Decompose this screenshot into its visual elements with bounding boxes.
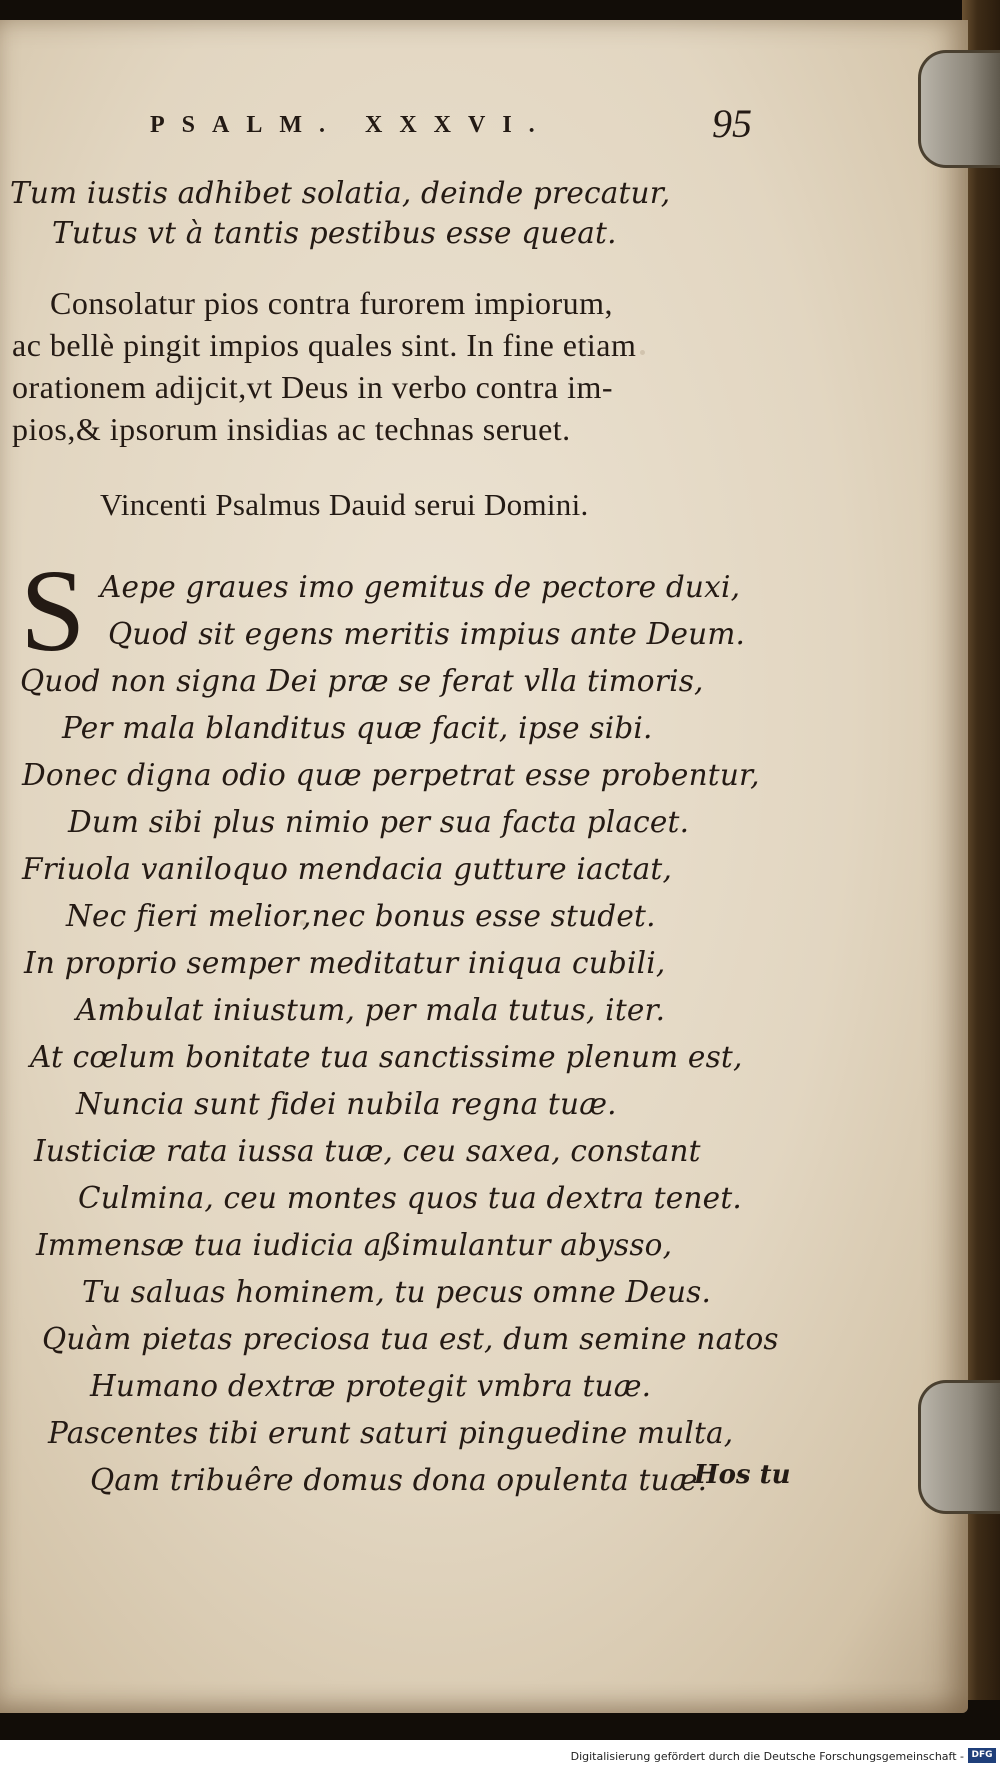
metal-clasp-bottom (918, 1380, 1000, 1514)
digitization-credit: Digitalisierung gefördert durch die Deutsche Forschungsgemeinschaft - (570, 1750, 964, 1763)
page-number: 95 (712, 101, 752, 146)
catchword: Hos tu (694, 1460, 791, 1490)
verse-line: Culmina, ceu montes quos tua dextra tenet. (78, 1181, 742, 1215)
verse-line: Aepe graues imo gemitus de pectore duxi, (100, 570, 741, 604)
verse-line: In proprio semper meditatur iniqua cubili, (24, 946, 666, 980)
verse-line: Per mala blanditus quæ facit, ipse sibi. (62, 711, 653, 745)
verse-line: Ambulat iniustum, per mala tutus, iter. (76, 993, 666, 1027)
verse-line: Immensæ tua iudicia aßimulantur abysso, (36, 1228, 673, 1262)
summary-line: Consolatur pios contra furorem impiorum, (50, 285, 614, 321)
argument-line: Tum iustis adhibet solatia, deinde precatur, (10, 176, 671, 210)
verse-line: Qam tribuêre domus dona opulenta tuæ. (90, 1463, 708, 1497)
summary-line: ac bellè pingit impios quales sint. In fine etiam (12, 327, 637, 363)
verse-line: Quod non signa Dei præ se ferat vlla timoris, (20, 664, 704, 698)
verse-line: Tu saluas hominem, tu pecus omne Deus. (82, 1275, 712, 1309)
summary-line: pios,& ipsorum insidias ac technas seruet. (12, 411, 571, 447)
verse-line: Donec digna odio quæ perpetrat esse probentur, (22, 758, 760, 792)
verse-line: Quàm pietas preciosa tua est, dum semine natos (42, 1322, 779, 1356)
verse-line: Iusticiæ rata iussa tuæ, ceu saxea, constant (34, 1134, 701, 1168)
verse-line: Humano dextræ protegit vmbra tuæ. (90, 1369, 652, 1403)
argument-line: Tutus vt à tantis pestibus esse queat. (52, 216, 617, 250)
verse-line: Nuncia sunt fidei nubila regna tuæ. (76, 1087, 617, 1121)
verse-line: Dum sibi plus nimio per sua facta placet. (68, 805, 690, 839)
summary-line: orationem adijcit,vt Deus in verbo contra im- (12, 369, 613, 405)
drop-cap: S (20, 545, 86, 676)
running-head: PSALM. XXXVI. (150, 112, 552, 138)
verse-line: Pascentes tibi erunt saturi pinguedine multa, (48, 1416, 734, 1450)
metal-clasp-top (918, 50, 1000, 168)
verse-line: Friuola vaniloquo mendacia gutture iactat, (22, 852, 673, 886)
verse-line: Nec fieri melior,nec bonus esse studet. (66, 899, 656, 933)
verse-line: Quod sit egens meritis impius ante Deum. (108, 617, 746, 651)
dfg-logo: DFG (968, 1748, 996, 1763)
psalm-heading: Vincenti Psalmus Dauid serui Domini. (100, 487, 589, 522)
verse-line: At cœlum bonitate tua sanctissime plenum est, (30, 1040, 743, 1074)
